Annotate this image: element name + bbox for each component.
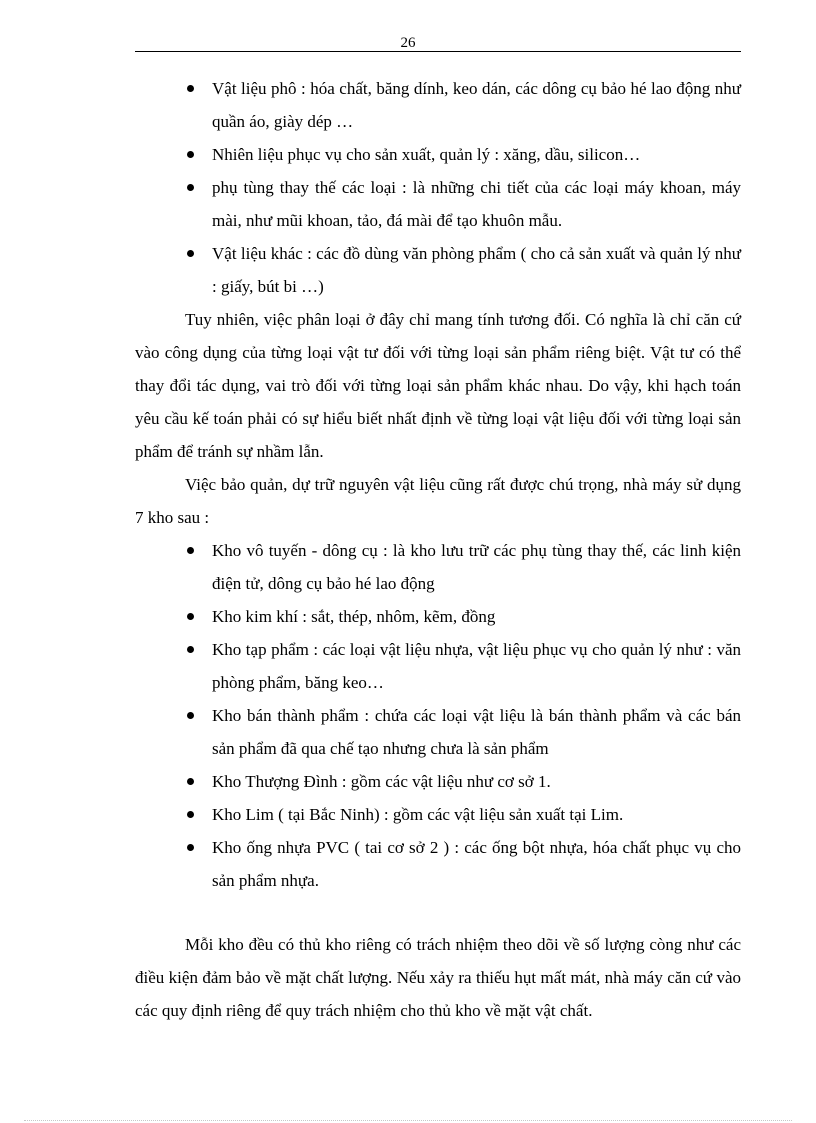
list-item-text: Kho tạp phẩm : các loại vật liệu nhựa, vật liệu phục vụ cho quản lý như : văn phòng phẩm, băng keo…	[212, 640, 741, 692]
bullet-icon	[187, 250, 194, 257]
paragraph-storage-intro: Việc bảo quản, dự trữ nguyên vật liệu cũng rất được chú trọng, nhà máy sử dụng 7 kho sau :	[135, 475, 741, 527]
list-item	[135, 138, 741, 171]
bullet-icon	[187, 547, 194, 554]
warehouse-list	[135, 534, 741, 897]
bullet-icon	[187, 613, 194, 620]
page-number: 26	[400, 35, 416, 51]
list-item-text: Vật liệu khác : các đồ dùng văn phòng phẩm ( cho cả sản xuất và quản lý như : giấy, bút bi …)	[212, 244, 741, 296]
material-types-list	[135, 72, 741, 303]
list-item	[135, 831, 741, 897]
list-item-text: phụ tùng thay thế các loại : là những chi tiết của các loại máy khoan, máy mài, như mũi khoan, tảo, đá mài để tạo khuôn mẫu.	[212, 178, 741, 230]
list-item-text: Kho bán thành phẩm : chứa các loại vật liệu là bán thành phẩm và các bán sản phẩm đã qua chế tạo nhưng chưa là sản phẩm	[212, 706, 741, 758]
bullet-icon	[187, 811, 194, 818]
list-item-text: Kho kim khí : sắt, thép, nhôm, kẽm, đồng	[212, 607, 496, 626]
list-item	[135, 798, 741, 831]
list-item-text: Kho Thượng Đình : gồm các vật liệu như cơ sở 1.	[212, 772, 551, 791]
list-item	[135, 72, 741, 138]
list-item-text: Kho vô tuyến - dông cụ : là kho lưu trữ các phụ tùng thay thế, các linh kiện điện tử, dông cụ bảo hé lao động	[212, 541, 741, 593]
list-item	[135, 600, 741, 633]
bullet-icon	[187, 844, 194, 851]
bullet-icon	[187, 712, 194, 719]
list-item	[135, 237, 741, 303]
bullet-icon	[187, 184, 194, 191]
list-item	[135, 633, 741, 699]
bullet-icon	[187, 778, 194, 785]
document-body	[135, 72, 741, 1027]
list-item	[135, 171, 741, 237]
bullet-icon	[187, 646, 194, 653]
paragraph-classification: Tuy nhiên, việc phân loại ở đây chỉ mang tính tương đối. Có nghĩa là chỉ căn cứ vào công dụng của từng loại vật tư đối với từng loại sản phẩm riêng biệt. Vật tư có thể thay đổi tác dụng, vai trò đối với từng loại sản phẩm khác nhau. Do vậy, khi hạch toán yêu cầu kế toán phải có sự hiểu biết nhất định về từng loại vật liệu đối với từng loại sản phẩm để tránh sự nhầm lẫn.	[135, 310, 741, 461]
list-item-text: Kho ống nhựa PVC ( tai cơ sở 2 ) : các ống bột nhựa, hóa chất phục vụ cho sản phẩm nhựa.	[212, 838, 741, 890]
paragraph-spacer	[135, 897, 741, 928]
paragraph-responsibility: Mỗi kho đều có thủ kho riêng có trách nhiệm theo dõi về số lượng còng như các điều kiện đảm bảo về mặt chất lượng. Nếu xảy ra thiếu hụt mất mát, nhà máy căn cứ vào các quy định riêng để quy trách nhiệm cho thủ kho về mặt vật chất.	[135, 935, 741, 1020]
page-bottom-rule	[24, 1120, 792, 1121]
list-item-text: Nhiên liệu phục vụ cho sản xuất, quản lý : xăng, dầu, silicon…	[212, 145, 641, 164]
list-item	[135, 534, 741, 600]
bullet-icon	[187, 85, 194, 92]
list-item	[135, 765, 741, 798]
header-rule	[135, 51, 741, 52]
list-item	[135, 699, 741, 765]
list-item-text: Vật liệu phô : hóa chất, băng dính, keo dán, các dông cụ bảo hé lao động như quần áo, giày dép …	[212, 79, 741, 131]
bullet-icon	[187, 151, 194, 158]
list-item-text: Kho Lim ( tại Bắc Ninh) : gồm các vật liệu sản xuất tại Lim.	[212, 805, 624, 824]
